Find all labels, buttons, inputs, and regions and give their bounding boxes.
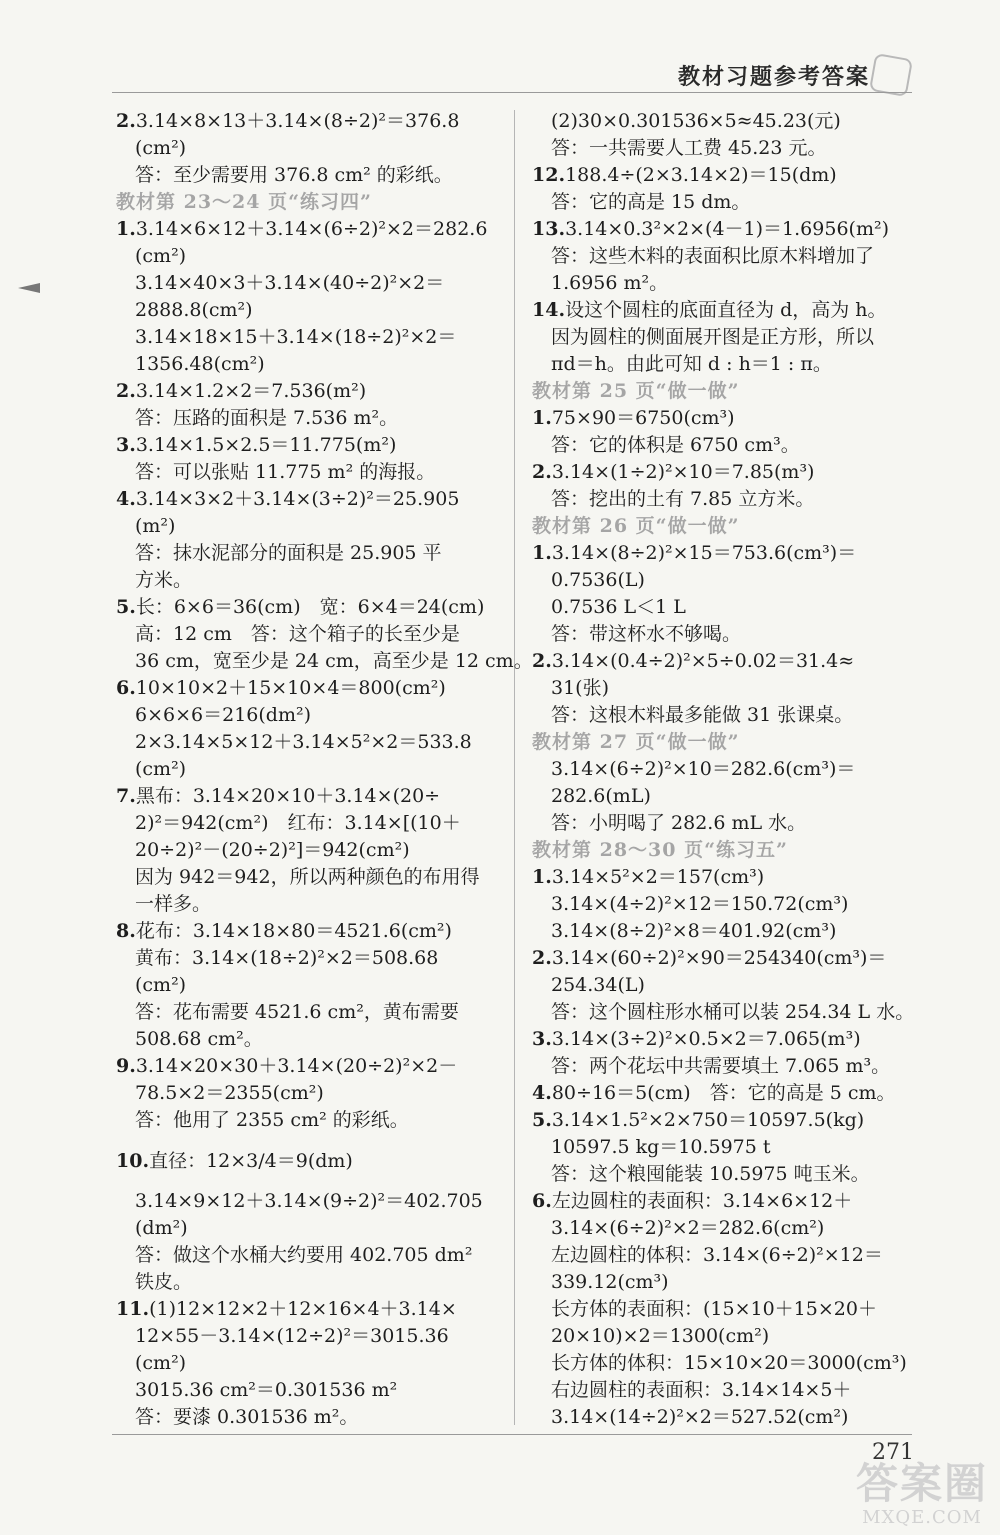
right-answer-column (532, 108, 917, 1431)
answer-line (532, 756, 917, 783)
answer-line (116, 945, 488, 972)
item-number: 1. (532, 407, 552, 429)
answer-text: 答：这根木料最多能做 31 张课桌。 (551, 704, 854, 726)
answer-text: 黄布：3.14×(18÷2)²×2＝508.68 (135, 947, 439, 969)
item-number: 14. (532, 299, 566, 321)
answer-text: 直径：12×3/4＝9(dm) (149, 1150, 353, 1172)
item-number: 1. (116, 218, 136, 240)
answer-item (116, 486, 488, 513)
answer-item (532, 1080, 917, 1107)
answer-line (532, 270, 917, 297)
answer-line (116, 324, 488, 351)
answer-line (532, 567, 917, 594)
answer-text: 3.14×20×30＋3.14×(20÷2)²×2－ (135, 1055, 458, 1077)
answer-text: 3.14×6×12＋3.14×(6÷2)²×2＝282.6 (135, 218, 488, 240)
answer-text: 2)²＝942(cm²) 红布：3.14×[(10＋ (135, 812, 461, 834)
answer-line (116, 1350, 488, 1377)
item-number: 2. (532, 461, 552, 483)
page-header-title: 教材习题参考答案 (678, 64, 871, 90)
answer-line (116, 756, 488, 783)
answer-text: 36 cm，宽至少是 24 cm，高至少是 12 cm。 (135, 650, 533, 672)
item-number: 1. (532, 866, 552, 888)
answer-line (116, 810, 488, 837)
answer-text: (1)12×12×2＋12×16×4＋3.14× (149, 1298, 457, 1320)
answer-text: 答：压路的面积是 7.536 m²。 (135, 407, 399, 429)
header-emblem-icon (869, 53, 913, 97)
answer-text: 方米。 (135, 569, 193, 591)
answer-text: 答：可以张贴 11.775 m² 的海报。 (135, 461, 436, 483)
answer-line (532, 702, 917, 729)
answer-text: 3.14×(1÷2)²×10＝7.85(m³) (551, 461, 815, 483)
answer-text: (cm²) (135, 137, 187, 159)
answer-line (532, 1404, 917, 1431)
answer-item (532, 1107, 917, 1134)
answer-text: 31(张) (551, 677, 610, 699)
answer-text: 答：一共需要人工费 45.23 元。 (551, 137, 827, 159)
watermark-top-text: 答案圈 (855, 1459, 988, 1508)
answer-text: 左边圆柱的体积：3.14×(6÷2)²×12＝ (551, 1244, 883, 1266)
answer-item (116, 1053, 488, 1080)
answer-line (116, 243, 488, 270)
answer-text: 3.14×3×2＋3.14×(3÷2)²＝25.905 (135, 488, 460, 510)
answer-line (532, 891, 917, 918)
answer-text: 3.14×5²×2＝157(cm³) (551, 866, 765, 888)
footer-rule (112, 1434, 912, 1435)
answer-text: 20÷2)²－(20÷2)²]＝942(cm²) (135, 839, 410, 861)
answer-text: 答：它的高是 15 dm。 (551, 191, 751, 213)
section-heading: 教材第 28～30 页“练习五” (532, 839, 788, 861)
answer-text: 3.14×9×12＋3.14×(9÷2)²＝402.705 (135, 1190, 483, 1212)
answer-line (532, 486, 917, 513)
item-number: 2. (116, 380, 136, 402)
answer-text: (cm²) (135, 974, 187, 996)
item-number: 2. (116, 110, 136, 132)
answer-line (116, 891, 488, 918)
answer-text: 3.14×1.5²×2×750＝10597.5(kg) (551, 1109, 865, 1131)
answer-text: 答：抹水泥部分的面积是 25.905 平 (135, 542, 442, 564)
answer-text: 75×90＝6750(cm³) (551, 407, 735, 429)
section-heading: 教材第 23～24 页“练习四” (116, 191, 372, 213)
section-heading: 教材第 26 页“做一做” (532, 515, 740, 537)
item-number: 8. (116, 920, 136, 942)
answer-line (116, 621, 488, 648)
answer-text: 10×10×2＋15×10×4＝800(cm²) (135, 677, 446, 699)
item-number: 6. (116, 677, 136, 699)
answer-text: 3.14×(6÷2)²×10＝282.6(cm³)＝ (551, 758, 856, 780)
answer-line (116, 972, 488, 999)
answer-line (116, 1269, 488, 1296)
answer-text: 78.5×2＝2355(cm²) (135, 1082, 324, 1104)
section-heading: 教材第 27 页“做一做” (532, 731, 740, 753)
answer-item (116, 1296, 488, 1323)
watermark-bottom-text: MXQE.COM (862, 1507, 982, 1528)
answer-text: 1356.48(cm²) (135, 353, 265, 375)
answer-item (532, 540, 917, 567)
answer-item (116, 1134, 488, 1188)
answer-text: (cm²) (135, 245, 187, 267)
answer-line (532, 1350, 917, 1377)
answer-line (532, 918, 917, 945)
item-number: 2. (532, 947, 552, 969)
answer-text: 3.14×0.3²×2×(4－1)＝1.6956(m²) (565, 218, 889, 240)
answer-line (116, 513, 488, 540)
item-number: 6. (532, 1190, 552, 1212)
answer-line (116, 135, 488, 162)
answer-text: 80÷16＝5(cm) 答：它的高是 5 cm。 (551, 1082, 896, 1104)
margin-arrow-icon (18, 283, 40, 293)
answer-item (116, 675, 488, 702)
answer-text: 3.14×18×15＋3.14×(18÷2)²×2＝ (135, 326, 457, 348)
answer-text: 右边圆柱的表面积：3.14×14×5＋ (551, 1379, 852, 1401)
answer-text: 答：花布需要 4521.6 cm²，黄布需要 (135, 1001, 459, 1023)
answer-line (116, 1377, 488, 1404)
answer-line (532, 351, 917, 378)
answer-line (116, 162, 488, 189)
answer-text: 20×10)×2＝1300(cm²) (551, 1325, 770, 1347)
item-number: 12. (532, 164, 566, 186)
answer-item (116, 108, 488, 135)
left-answer-column (116, 108, 533, 1431)
answer-text: 答：这个圆柱形水桶可以装 254.34 L 水。 (551, 1001, 915, 1023)
answer-line (532, 621, 917, 648)
section-heading: 教材第 25 页“做一做” (532, 380, 740, 402)
item-number: 3. (532, 1028, 552, 1050)
answer-text: 设这个圆柱的底面直径为 d，高为 h。 (565, 299, 887, 321)
answer-text: 因为圆柱的侧面展开图是正方形，所以 (551, 326, 875, 348)
item-number: 4. (116, 488, 136, 510)
answer-line (116, 1323, 488, 1350)
item-number: 1. (532, 542, 552, 564)
answer-item (532, 1188, 917, 1215)
answer-item (532, 1026, 917, 1053)
answer-text: 长方体的体积：15×10×20＝3000(cm³) (551, 1352, 907, 1374)
answer-line (532, 1242, 917, 1269)
answer-item (532, 648, 917, 675)
answer-text: 答：小明喝了 282.6 mL 水。 (551, 812, 807, 834)
answer-text: 3.14×(14÷2)²×2＝527.52(cm²) (551, 1406, 849, 1428)
answer-text: 花布：3.14×18×80＝4521.6(cm²) (135, 920, 452, 942)
answer-text: 铁皮。 (135, 1271, 193, 1293)
answer-line (532, 1215, 917, 1242)
answer-text: (2)30×0.301536×5≈45.23(元) (551, 110, 841, 132)
answer-line (532, 1377, 917, 1404)
answer-line (116, 729, 488, 756)
answer-text: 6×6×6＝216(dm²) (135, 704, 311, 726)
header-rule (112, 92, 912, 93)
answer-text: 因为 942＝942，所以两种颜色的布用得 (135, 866, 480, 888)
answer-item (116, 918, 488, 945)
answer-line (116, 1107, 488, 1134)
answer-text: 3.14×8×13＋3.14×(8÷2)²＝376.8 (135, 110, 460, 132)
answer-line (532, 1161, 917, 1188)
answer-text: 3.14×(4÷2)²×12＝150.72(cm³) (551, 893, 849, 915)
answer-line (116, 648, 533, 675)
answer-text: πd＝h。由此可知 d : h＝1 : π。 (551, 353, 832, 375)
answer-text: 3.14×40×3＋3.14×(40÷2)²×2＝ (135, 272, 445, 294)
answer-text: 188.4÷(2×3.14×2)＝15(dm) (565, 164, 837, 186)
answer-text: 3.14×(0.4÷2)²×5÷0.02＝31.4≈ (551, 650, 855, 672)
item-number: 4. (532, 1082, 552, 1104)
answer-line (532, 972, 917, 999)
answer-text: 一样多。 (135, 893, 212, 915)
answer-item (532, 297, 917, 324)
answer-line (532, 324, 917, 351)
answer-line (116, 270, 488, 297)
answer-text: 3.14×(8÷2)²×15＝753.6(cm³)＝ (551, 542, 857, 564)
answer-line (116, 297, 488, 324)
answer-line (116, 405, 488, 432)
answer-line (532, 1323, 917, 1350)
answer-line (532, 810, 917, 837)
item-number: 10. (116, 1150, 150, 1172)
answer-line (532, 189, 917, 216)
answer-line (116, 1404, 488, 1431)
answer-text: 0.7536 L＜1 L (551, 596, 686, 618)
watermark-logo (852, 1460, 992, 1535)
answer-line (116, 567, 488, 594)
answer-item (116, 216, 488, 243)
answer-item (532, 945, 917, 972)
item-number: 2. (532, 650, 552, 672)
answer-line (116, 459, 488, 486)
answer-item (116, 783, 488, 810)
answer-text: 282.6(mL) (551, 785, 651, 807)
item-number: 9. (116, 1055, 136, 1077)
answer-text: (cm²) (135, 758, 187, 780)
answer-text: 2×3.14×5×12＋3.14×5²×2＝533.8 (135, 731, 472, 753)
answer-text: 3.14×1.5×2.5＝11.775(m²) (135, 434, 397, 456)
answer-line (116, 351, 488, 378)
answer-text: 答：至少需要用 376.8 cm² 的彩纸。 (135, 164, 453, 186)
answer-line (116, 1242, 488, 1269)
item-number: 5. (532, 1109, 552, 1131)
answer-line (116, 1188, 488, 1215)
answer-text: 3.14×1.2×2＝7.536(m²) (135, 380, 367, 402)
answer-line (116, 864, 488, 891)
answer-text: 左边圆柱的表面积：3.14×6×12＋ (551, 1190, 853, 1212)
answer-text: (dm²) (135, 1217, 188, 1239)
page-number: 271 (872, 1440, 914, 1465)
answer-text: 339.12(cm³) (551, 1271, 669, 1293)
item-number: 13. (532, 218, 566, 240)
answer-text: 答：挖出的土有 7.85 立方米。 (551, 488, 815, 510)
answer-line (532, 1296, 917, 1323)
answer-text: 答：两个花坛中共需要填土 7.065 m³。 (551, 1055, 891, 1077)
answer-line (532, 1053, 917, 1080)
answer-line (532, 783, 917, 810)
answer-line (116, 1080, 488, 1107)
answer-text: (m²) (135, 515, 176, 537)
answer-line (532, 1269, 917, 1296)
answer-text: 黑布：3.14×20×10＋3.14×(20÷ (135, 785, 441, 807)
item-number: 3. (116, 434, 136, 456)
answer-text: 答：这个粮囤能装 10.5975 吨玉米。 (551, 1163, 870, 1185)
answer-line (532, 1134, 917, 1161)
item-number: 5. (116, 596, 136, 618)
column-divider (514, 110, 515, 1425)
answer-text: 答：这些木料的表面积比原木料增加了 (551, 245, 875, 267)
answer-line (532, 432, 917, 459)
answer-item (532, 405, 917, 432)
answer-text: 3015.36 cm²＝0.301536 m² (135, 1379, 398, 1401)
answer-text: 254.34(L) (551, 974, 645, 996)
answer-text: 508.68 cm²。 (135, 1028, 263, 1050)
answer-text: 1.6956 m²。 (551, 272, 669, 294)
answer-line (532, 108, 917, 135)
answer-line (532, 135, 917, 162)
answer-text: 答：他用了 2355 cm² 的彩纸。 (135, 1109, 409, 1131)
answer-item (116, 594, 488, 621)
answer-text: 10597.5 kg＝10.5975 t (551, 1136, 771, 1158)
answer-item (532, 162, 917, 189)
answer-text: 长方体的表面积：(15×10＋15×20＋ (551, 1298, 877, 1320)
answer-text: 0.7536(L) (551, 569, 645, 591)
item-number: 11. (116, 1298, 150, 1320)
answer-line (116, 540, 488, 567)
answer-line (532, 675, 917, 702)
answer-text: 答：带这杯水不够喝。 (551, 623, 742, 645)
answer-text: (cm²) (135, 1352, 187, 1374)
answer-line (116, 1215, 488, 1242)
answer-item (532, 459, 917, 486)
answer-text: 长：6×6＝36(cm) 宽：6×4＝24(cm) (135, 596, 485, 618)
answer-text: 3.14×(3÷2)²×0.5×2＝7.065(m³) (551, 1028, 861, 1050)
answer-line (532, 594, 917, 621)
answer-text: 2888.8(cm²) (135, 299, 253, 321)
answer-item (532, 216, 917, 243)
item-number: 7. (116, 785, 136, 807)
answer-text: 12×55－3.14×(12÷2)²＝3015.36 (135, 1325, 449, 1347)
answer-text: 3.14×(60÷2)²×90＝254340(cm³)＝ (551, 947, 887, 969)
answer-item (116, 432, 488, 459)
answer-item (116, 378, 488, 405)
answer-item (532, 864, 917, 891)
answer-text: 答：做这个水桶大约要用 402.705 dm² (135, 1244, 473, 1266)
answer-text: 高：12 cm 答：这个箱子的长至少是 (135, 623, 460, 645)
answer-text: 3.14×(6÷2)²×2＝282.6(cm²) (551, 1217, 825, 1239)
answer-text: 答：要漆 0.301536 m²。 (135, 1406, 359, 1428)
answer-line (532, 243, 917, 270)
answer-line (116, 837, 488, 864)
answer-line (116, 702, 488, 729)
answer-text: 3.14×(8÷2)²×8＝401.92(cm³) (551, 920, 837, 942)
answer-line (532, 999, 917, 1026)
answer-text: 答：它的体积是 6750 cm³。 (551, 434, 800, 456)
answer-line (116, 999, 488, 1026)
answer-line (116, 1026, 488, 1053)
